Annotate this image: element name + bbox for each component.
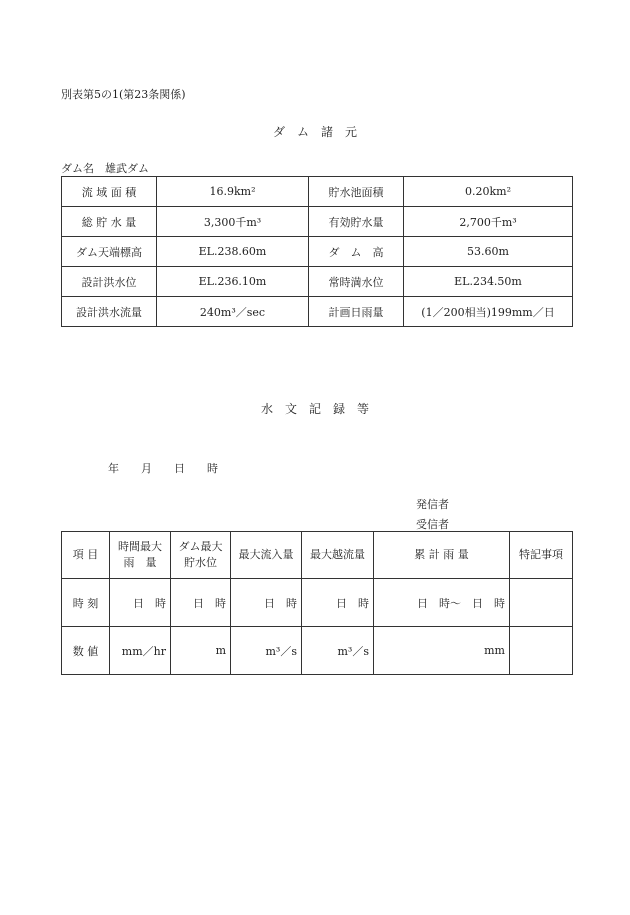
spec-value: 2,700千m³: [404, 207, 573, 237]
time-cell-dam-level: 日 時: [171, 579, 231, 627]
spec-value: 240m³／sec: [157, 297, 309, 327]
spec-row: [62, 297, 573, 327]
header-max-hourly-rain: [110, 532, 171, 579]
value-row: [62, 627, 573, 675]
spec-label: 総 貯 水 量: [62, 207, 157, 237]
spec-row: [62, 237, 573, 267]
spec-value: EL.234.50m: [404, 267, 573, 297]
value-cell-cumulative-rain: mm: [374, 627, 510, 675]
time-cell-cumulative-rain: 日 時～ 日 時: [374, 579, 510, 627]
spec-row: [62, 177, 573, 207]
spec-value: 16.9km²: [157, 177, 309, 207]
header-max-hourly-rain-line2: 雨 量: [123, 556, 157, 569]
header-row: [62, 532, 573, 579]
spec-value: 0.20km²: [404, 177, 573, 207]
spec-value: EL.238.60m: [157, 237, 309, 267]
value-row-label: 数 値: [62, 627, 110, 675]
header-max-overflow: 最大越流量: [302, 532, 374, 579]
dam-specs-title: ダ ム 諸 元: [272, 125, 357, 139]
spec-label: 設計洪水流量: [62, 297, 157, 327]
header-item: 項 目: [62, 532, 110, 579]
spec-label: 有効貯水量: [309, 207, 404, 237]
sender-label: 発信者: [416, 498, 449, 511]
hydrological-records-title: 水 文 記 録 等: [260, 402, 369, 416]
date-line: 年 月 日 時: [108, 462, 218, 475]
time-row: [62, 579, 573, 627]
value-cell-inflow: m³／s: [231, 627, 302, 675]
time-cell-overflow: 日 時: [302, 579, 374, 627]
header-max-hourly-rain-line1: 時間最大: [118, 540, 162, 553]
hydrological-record-table: [61, 531, 573, 675]
spec-value: (1／200相当)199mm／日: [404, 297, 573, 327]
dam-specs-table: [61, 176, 573, 327]
value-cell-remarks: [510, 627, 573, 675]
time-row-label: 時 刻: [62, 579, 110, 627]
value-cell-overflow: m³／s: [302, 627, 374, 675]
spec-row: [62, 207, 573, 237]
value-cell-dam-level: m: [171, 627, 231, 675]
header-remarks: 特記事項: [510, 532, 573, 579]
time-cell-inflow: 日 時: [231, 579, 302, 627]
receiver-label: 受信者: [416, 518, 449, 531]
dam-name-label: ダム名 雄武ダム: [61, 162, 149, 175]
header-max-dam-level-line1: ダム最大: [178, 540, 223, 553]
document-header: 別表第5の1(第23条関係): [61, 88, 186, 101]
spec-label: ダ ム 高: [309, 237, 404, 267]
spec-value: 53.60m: [404, 237, 573, 267]
header-cumulative-rain: 累 計 雨 量: [374, 532, 510, 579]
spec-label: ダム天端標高: [62, 237, 157, 267]
spec-value: 3,300千m³: [157, 207, 309, 237]
spec-label: 計画日雨量: [309, 297, 404, 327]
time-cell-hourly-rain: 日 時: [110, 579, 171, 627]
header-max-dam-level-line2: 貯水位: [184, 556, 217, 569]
spec-label: 設計洪水位: [62, 267, 157, 297]
value-cell-hourly-rain: mm／hr: [110, 627, 171, 675]
spec-label: 貯水池面積: [309, 177, 404, 207]
time-cell-remarks: [510, 579, 573, 627]
spec-row: [62, 267, 573, 297]
spec-label: 流 域 面 積: [62, 177, 157, 207]
header-max-inflow: 最大流入量: [231, 532, 302, 579]
header-max-dam-level: [171, 532, 231, 579]
spec-label: 常時満水位: [309, 267, 404, 297]
spec-value: EL.236.10m: [157, 267, 309, 297]
